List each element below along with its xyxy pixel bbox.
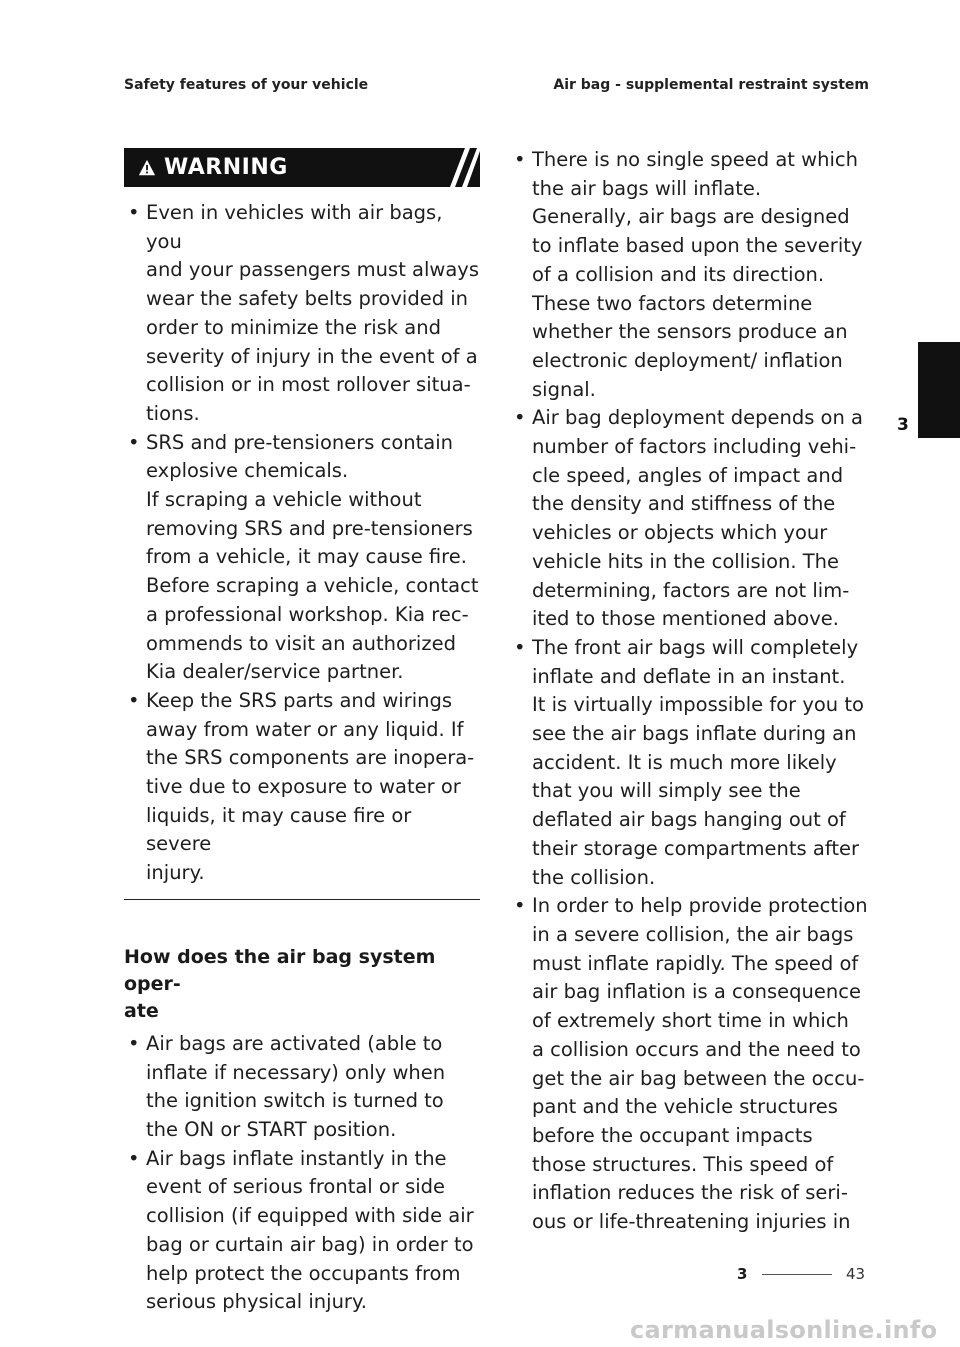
bullet-line: collision or in most rollover situa- [146,373,471,397]
bullet-line: The front air bags will completely [532,635,859,659]
bullet-item [510,634,870,892]
bullet-line: inflate if necessary) only when [146,1060,446,1084]
bullet-line: There is no single speed at which [532,148,858,171]
bullet-line: collision (if equipped with side air [146,1204,474,1228]
bullet-line: before the occupant impacts [532,1123,813,1147]
chapter-side-number: 3 [897,415,909,435]
bullet-line: from a vehicle, it may cause fire. [146,545,467,569]
bullet-line: SRS and pre-tensioners contain [146,430,454,454]
bullet-line: wear the safety belts provided in [146,287,469,311]
bullet-line: bag or curtain air bag) in order to [146,1232,474,1256]
bullet-item [124,687,480,888]
bullet-line: a professional workshop. Kia rec- [146,602,469,626]
bullet-line: the SRS components are inopera- [146,746,475,770]
bullet-line: severity of injury in the event of a [146,344,478,368]
bullet-line: the ignition switch is turned to [146,1089,444,1113]
bullet-marker: • [128,430,140,454]
bullet-line: tions. [146,401,200,425]
bullet-line: inflate and deflate in an instant. [532,664,846,688]
bullet-line: determining, factors are not lim- [532,578,850,602]
bullet-line: cle speed, angles of impact and [532,463,844,487]
footer-rule [762,1274,832,1275]
left-column [124,148,480,1317]
section-list [124,1030,480,1317]
bullet-line: of extremely short time in which [532,1009,849,1033]
running-header-left: Safety features of your vehicle [124,77,369,93]
bullet-line: in a severe collision, the air bags [532,922,854,946]
bullet-line: whether the sensors produce an [532,320,848,344]
bullet-line: ommends to visit an authorized [146,631,456,655]
footer-chapter-number: 3 [737,1265,748,1283]
bullet-line: those structures. This speed of [532,1152,834,1176]
bullet-line: see the air bags inflate during an [532,722,857,746]
bullet-marker: • [514,148,526,171]
bullet-line: ited to those mentioned above. [532,607,839,631]
bullet-line: Generally, air bags are designed [532,205,850,229]
section-divider [124,899,480,900]
bullet-line: It is virtually impossible for you to [532,693,864,717]
warning-banner [124,148,480,187]
bullet-item [124,429,480,687]
bullet-line: vehicles or objects which your [532,521,828,545]
chapter-side-tab [918,342,960,438]
warning-triangle-icon [138,159,156,177]
bullet-line: serious physical injury. [146,1290,367,1314]
bullet-line: their storage compartments after [532,836,860,860]
bullet-line: These two factors determine [532,291,813,315]
section-heading-line: ate [124,999,159,1022]
warning-title: WARNING [164,155,288,180]
running-header-right: Air bag - supplemental restraint system [553,77,869,93]
bullet-line: accident. It is much more likely [532,750,837,774]
bullet-line: the ON or START position. [146,1117,397,1141]
bullet-line: must inflate rapidly. The speed of [532,951,859,975]
bullet-item [124,1030,480,1145]
bullet-item [510,892,870,1236]
bullet-line: away from water or any liquid. If [146,717,464,741]
bullet-line: a collision occurs and the need to [532,1037,861,1061]
right-list [510,146,870,1237]
bullet-line: If scraping a vehicle without [146,488,422,512]
bullet-line: removing SRS and pre-tensioners [146,516,473,540]
bullet-line: to inflate based upon the severity [532,234,863,258]
bullet-line: tive due to exposure to water or [146,775,461,799]
watermark-text: carmanualsonline.info [630,1316,938,1344]
bullet-line: Even in vehicles with air bags, you [146,201,443,253]
bullet-line: that you will simply see the [532,779,801,803]
section-heading [124,944,480,1025]
bullet-line: number of factors including vehi- [532,435,857,459]
warning-list [124,199,480,888]
bullet-line: ous or life-threatening injuries in [532,1210,851,1234]
bullet-line: get the air bag between the occu- [532,1066,865,1090]
bullet-item [124,199,480,429]
bullet-marker: • [128,1146,140,1170]
warning-stripes-decoration [430,148,480,187]
bullet-line: the density and stiffness of the [532,492,836,516]
footer-page-number: 43 [846,1265,866,1283]
bullet-marker: • [514,635,526,659]
bullet-line: the collision. [532,865,656,889]
bullet-line: injury. [146,861,205,885]
bullet-line: air bag inflation is a consequence [532,980,861,1004]
bullet-marker: • [514,894,526,918]
bullet-line: Air bags are activated (able to [146,1031,443,1055]
bullet-line: the air bags will inflate. [532,176,762,200]
bullet-line: vehicle hits in the collision. The [532,549,840,573]
bullet-line: and your passengers must always [146,258,480,282]
bullet-marker: • [128,201,140,224]
bullet-line: help protect the occupants from [146,1261,461,1285]
bullet-line: Kia dealer/service partner. [146,660,404,684]
bullet-item [510,404,870,634]
bullet-line: deflated air bags hanging out of [532,808,846,832]
bullet-line: signal. [532,377,596,401]
bullet-line: event of serious frontal or side [146,1175,446,1199]
bullet-line: Keep the SRS parts and wirings [146,688,453,712]
bullet-line: Air bag deployment depends on a [532,406,863,430]
bullet-line: electronic deployment/ inflation [532,348,843,372]
bullet-item [124,1145,480,1317]
bullet-line: In order to help provide protection [532,894,868,918]
section-heading-line: How does the air bag system oper- [124,945,436,995]
bullet-line: liquids, it may cause fire or severe [146,803,412,856]
bullet-line: explosive chemicals. [146,459,349,483]
bullet-marker: • [128,688,140,712]
bullet-line: of a collision and its direction. [532,262,825,286]
bullet-marker: • [514,406,526,430]
bullet-line: pant and the vehicle structures [532,1095,838,1119]
bullet-line: Air bags inflate instantly in the [146,1146,447,1170]
bullet-line: Before scraping a vehicle, contact [146,574,479,598]
bullet-marker: • [128,1031,140,1055]
bullet-item [510,146,870,404]
bullet-line: inflation reduces the risk of seri- [532,1181,848,1205]
bullet-line: order to minimize the risk and [146,315,441,339]
right-column [510,146,870,1237]
